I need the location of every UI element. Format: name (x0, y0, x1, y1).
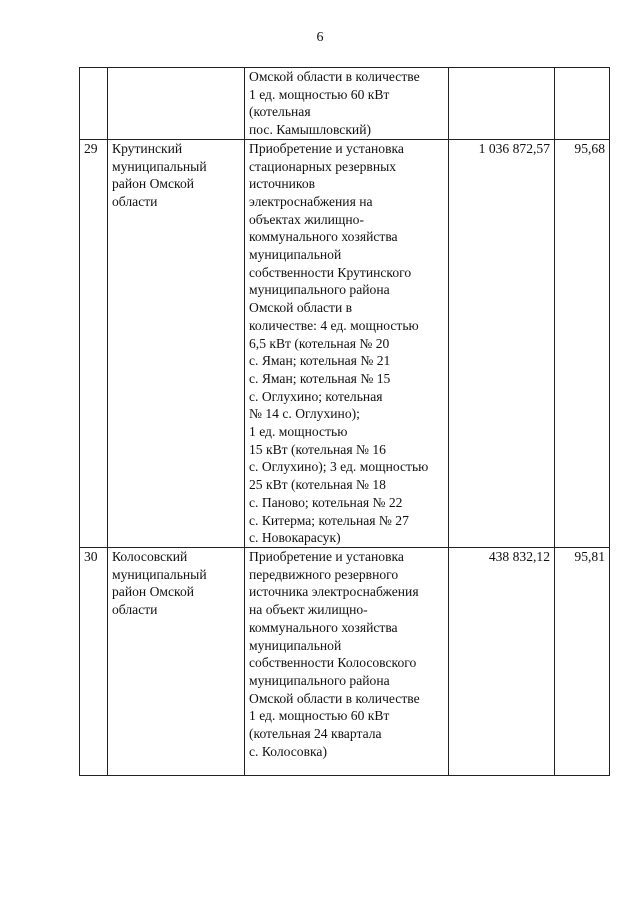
municipality-line: области (112, 193, 158, 209)
amount-cell (449, 68, 555, 140)
funding-table (79, 67, 610, 776)
municipality-line: район Омской (112, 584, 195, 600)
percent-cell: 95,81 (555, 547, 610, 775)
description-line: Омской области в количестве (249, 69, 420, 84)
description-line: объектах жилищно- (249, 211, 364, 227)
description-cell (245, 139, 449, 547)
description-line: муниципального района (249, 282, 390, 298)
description-line: источника электроснабжения (249, 584, 419, 600)
amount-cell: 438 832,12 (449, 547, 555, 775)
description-line: с. Яман; котельная № 21 (249, 353, 391, 369)
description-line: 1 ед. мощностью 60 кВт (249, 708, 390, 724)
municipality-line: Колосовский (112, 548, 188, 564)
row-number-cell: 29 (80, 139, 108, 547)
table-row (80, 139, 610, 547)
percent-cell (555, 68, 610, 140)
description-line: муниципальной (249, 637, 342, 653)
description-line: Приобретение и установка (249, 548, 404, 564)
municipality-cell (108, 547, 245, 775)
description-line: 6,5 кВт (котельная № 20 (249, 335, 390, 351)
municipality-cell (108, 139, 245, 547)
description-line: Омской области в количестве (249, 690, 420, 706)
description-line: с. Новокарасук) (249, 530, 341, 546)
table-row (80, 68, 610, 140)
description-line: передвижного резервного (249, 566, 399, 582)
description-line: № 14 с. Оглухино); (249, 406, 360, 422)
municipality-line: муниципальный (112, 566, 207, 582)
description-line: коммунального хозяйства (249, 619, 398, 635)
page-number: 6 (316, 30, 324, 45)
municipality-cell (108, 68, 245, 140)
table-row (80, 547, 610, 775)
description-line: с. Китерма; котельная № 27 (249, 512, 409, 528)
row-number-cell: 30 (80, 547, 108, 775)
description-line: муниципальной (249, 247, 342, 263)
description-line: (котельная (249, 104, 311, 120)
description-line: (котельная 24 квартала (249, 726, 382, 742)
description-line: с. Яман; котельная № 15 (249, 370, 391, 386)
description-cell (245, 547, 449, 775)
description-line: 1 ед. мощностью 60 кВт (249, 86, 390, 102)
description-line: Приобретение и установка (249, 140, 404, 156)
description-line: 15 кВт (котельная № 16 (249, 441, 386, 457)
row-number-cell (80, 68, 108, 140)
description-line: муниципального района (249, 672, 390, 688)
description-line: 25 кВт (котельная № 18 (249, 477, 386, 493)
description-line: на объект жилищно- (249, 602, 368, 618)
description-line: стационарных резервных (249, 158, 397, 174)
description-cell (245, 68, 449, 140)
description-line: собственности Колосовского (249, 655, 417, 671)
percent-cell: 95,68 (555, 139, 610, 547)
description-line: с. Паново; котельная № 22 (249, 494, 403, 510)
municipality-line: Крутинский (112, 140, 183, 156)
description-line: собственности Крутинского (249, 264, 412, 280)
description-line: источников (249, 176, 316, 192)
description-line: электроснабжения на (249, 193, 373, 209)
description-line: 1 ед. мощностью (249, 424, 348, 440)
description-line: с. Оглухино; котельная (249, 388, 383, 404)
description-line: коммунального хозяйства (249, 229, 398, 245)
municipality-line: район Омской (112, 176, 195, 192)
description-line: количестве: 4 ед. мощностью (249, 317, 419, 333)
description-line: Омской области в (249, 300, 353, 316)
description-line: с. Оглухино); 3 ед. мощностью (249, 459, 429, 475)
municipality-line: муниципальный (112, 158, 207, 174)
amount-cell: 1 036 872,57 (449, 139, 555, 547)
description-line: с. Колосовка) (249, 743, 327, 759)
description-line: пос. Камышловский) (249, 122, 371, 138)
municipality-line: области (112, 602, 158, 618)
